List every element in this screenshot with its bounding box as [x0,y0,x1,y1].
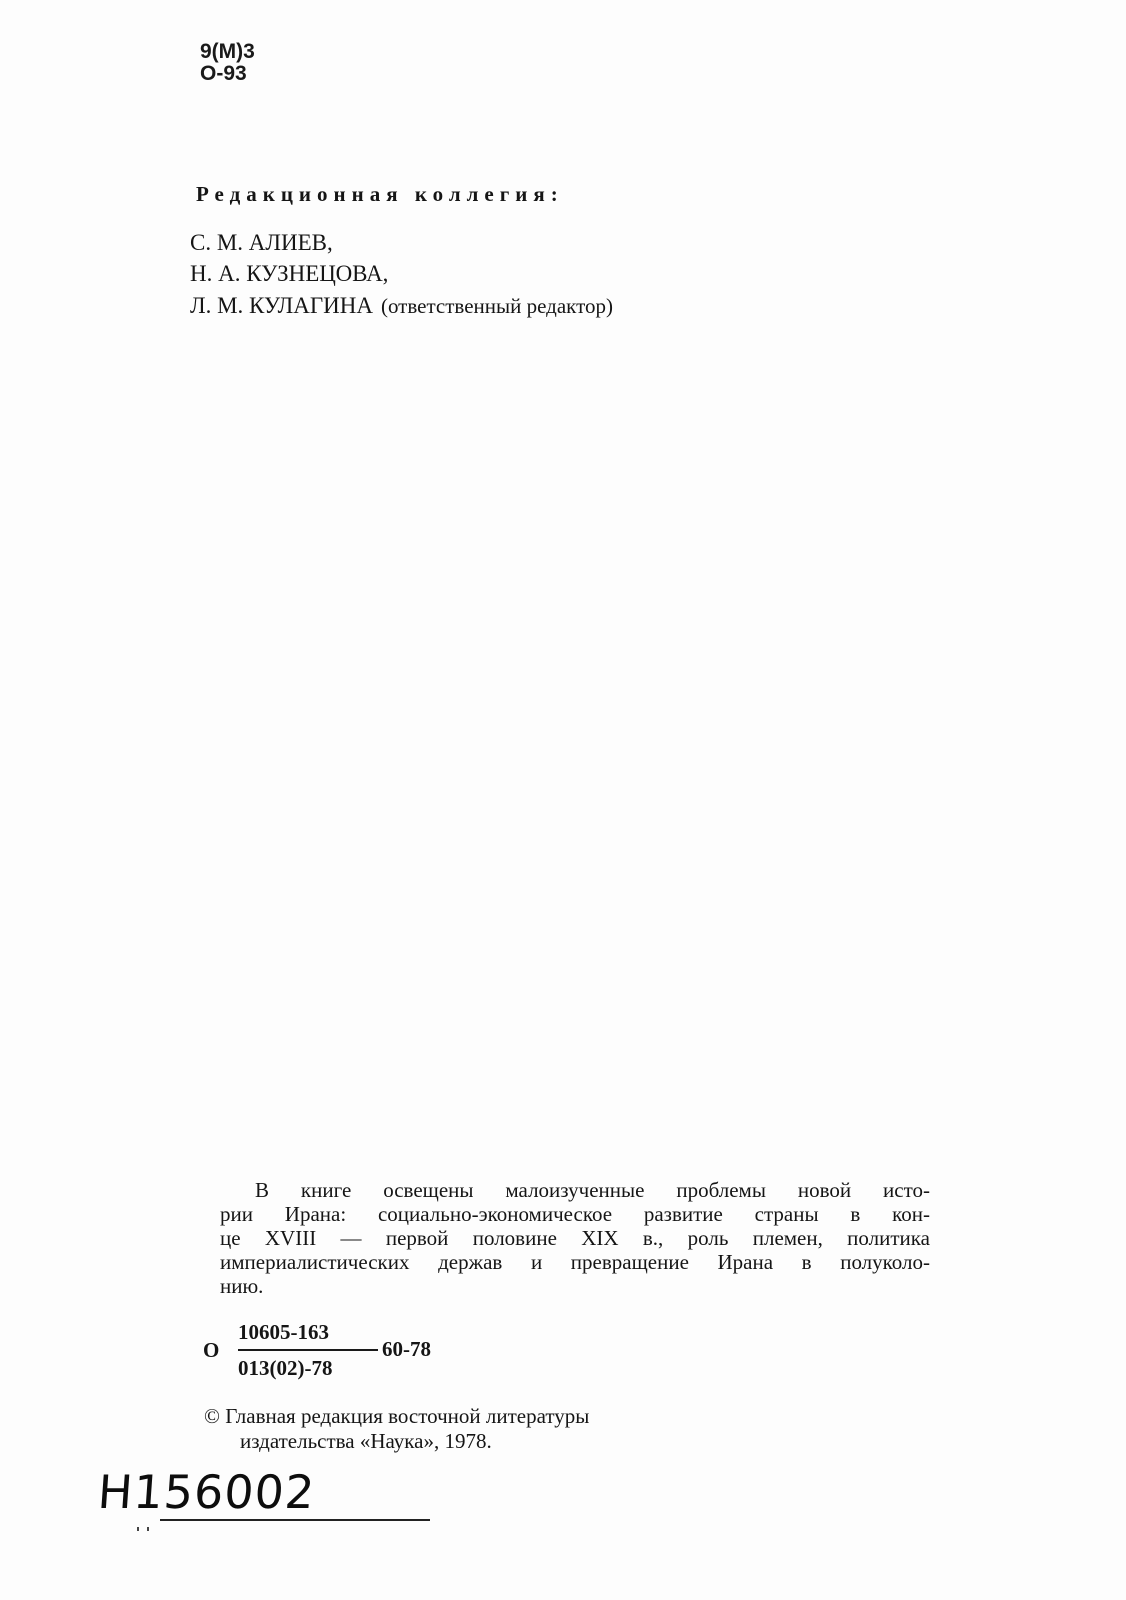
copyright-line-1 [204,1404,589,1428]
index-code-prefix: О [203,1338,220,1362]
index-code-suffix: 60-78 [382,1337,431,1361]
board-member-name: Л. М. КУЛАГИНА [190,293,373,318]
scan-speck [147,1527,149,1531]
classification-code: 9(М)3 [200,40,255,63]
board-member: С. М. АЛИЕВ, [190,230,333,255]
copyright-publisher: Главная редакция восточной литературы [225,1404,590,1428]
abstract-line: В книге освещены малоизученные проблемы новой исто- [255,1178,930,1202]
copyright-icon: © [204,1404,220,1428]
abstract-line: империалистических держав и превращение Ирана в полуколо- [220,1250,930,1274]
fraction-bar [238,1349,378,1351]
editorial-board-heading: Редакционная коллегия: [196,182,564,206]
abstract-paragraph [220,1178,930,1298]
copyright-line-2: издательства «Наука», 1978. [240,1429,492,1453]
abstract-line: рии Ирана: социально-экономическое развитие страны в кон- [220,1202,930,1226]
abstract-line: це XVIII — первой половине XIX в., роль племен, политика [220,1226,930,1250]
index-code-numerator: 10605-163 [238,1320,329,1344]
abstract-line: нию. [220,1274,264,1298]
responsible-editor-note: (ответственный редактор) [380,294,613,318]
board-member: Н. А. КУЗНЕЦОВА, [190,261,389,286]
index-code-denominator: 013(02)-78 [238,1356,333,1380]
board-member-responsible [190,293,613,319]
inventory-underline [160,1519,430,1521]
scan-speck [137,1527,139,1531]
author-mark: О-93 [200,62,247,85]
handwritten-inventory-number: H156002 [96,1465,318,1519]
